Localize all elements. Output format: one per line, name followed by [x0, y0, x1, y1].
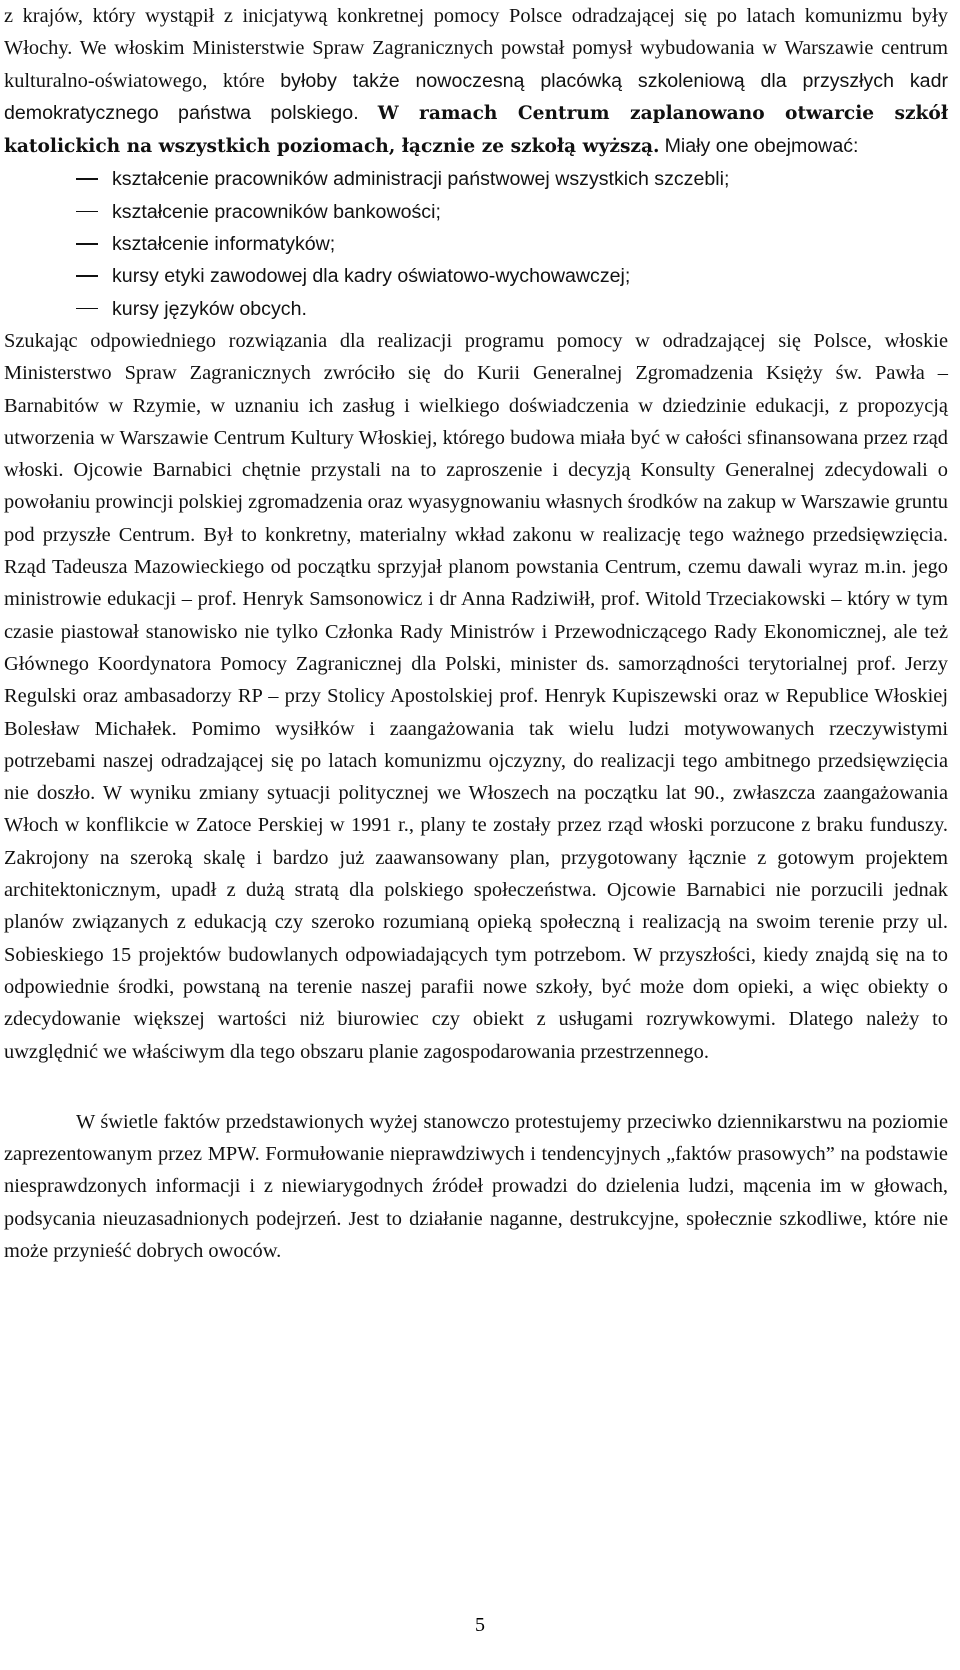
intro-bold-text: W ramach Centrum zaplanowano otwarcie szkół katolickich na wszystkich poziomach, łącznie ze szkołą wyższą.: [4, 102, 948, 158]
list-item-text: kształcenie informatyków;: [112, 233, 336, 256]
list-item: [4, 228, 948, 260]
dash-bullet-icon: [76, 275, 98, 277]
list-item: [4, 163, 948, 195]
paragraph-history: Szukając odpowiedniego rozwiązania dla realizacji programu pomocy w odradzającej się Polsce, włoskie Ministerstwo Spraw Zagranicznych zwróciło się do Kurii Generalnej Zgromadzenia Księży św. Pawła – Barnabitów w Rzymie, w uznaniu ich zasług i wielkiego doświadczenia w dziedzinie edukacji, z propozycją utworzenia w Warszawie Centrum Kultury Włoskiej, którego budowa miała być w całości sfinansowana przez rząd włoski. Ojcowie Barnabici chętnie przystali na to zaproszenie i decyzją Konsulty Generalnej zdecydowali o powołaniu prowincji polskiej zgromadzenia oraz wyasygnowaniu własnych środków na zakup w Warszawie gruntu pod przyszłe Centrum. Był to konkretny, materialny wkład zakonu w realizację tego ważnego przedsięwzięcia. Rząd Tadeusza Mazowieckiego od początku sprzyjał planom powstania Centrum, czemu dawali wyraz m.in. jego ministrowie edukacji – prof. Henryk Samsonowicz i dr Anna Radziwiłł, prof. Witold Trzeciakowski – który w tym czasie piastował stanowisko nie tylko Członka Rady Ministrów i Przewodniczącego Rady Ekonomicznej, ale też Głównego Koordynatora Pomocy Zagranicznej dla Polski, minister ds. samorządności terytorialnej prof. Jerzy Regulski oraz ambasadorzy RP – przy Stolicy Apostolskiej prof. Henryk Kupiszewski oraz w Republice Włoskiej Bolesław Michałek. Pomimo wysiłków i zaangażowania tak wielu ludzi motywowanych rzeczywistymi potrzebami naszej odradzającej się po latach komunizmu ojczyzny, do realizacji tego ambitnego przedsięwzięcia nie doszło. W wyniku zmiany sytuacji politycznej we Włoszech na początku lat 90., zwłaszcza zaangażowania Włoch w konflikcie w Zatoce Perskiej w 1991 r., plany te zostały przez rząd włoski porzucone z braku funduszy. Zakrojony na szeroką skalę i bardzo już zaawansowany plan, przygotowany łącznie z gotowym projektem architektonicznym, upadł z dużą stratą dla polskiego społeczeństwa. Ojcowie Barnabici nie porzucili jednak planów związanych z edukacją czy szeroko rozumianą opieką społeczną i realizacją na swoim terenie przy ul. Sobieskiego 15 projektów budowlanych odpowiadających tym potrzebom. W przyszłości, kiedy znajdą się na to odpowiednie środki, powstaną na terenie naszej parafii nowe szkoły, być może dom opieki, a więc obiekty o zdecydowanie większej wartości niż biurowiec czy obiekt z usługami rozrywkowymi. Dlatego należy to uwzględnić we właściwym dla tego obszaru planie zagospodarowania przestrzennego.: [4, 329, 948, 1063]
list-item-text: kształcenie pracowników bankowości;: [112, 200, 441, 223]
intro-text-part2: byłoby także nowoczesną placówką szkoleniową dla przyszłych kadr demokratycznego państwa polskiego.: [4, 69, 948, 124]
dash-bullet-icon: [76, 243, 98, 245]
paragraph-protest: W świetle faktów przedstawionych wyżej stanowczo protestujemy przeciwko dziennikarstwu na poziomie zaprezentowanym przez MPW. Formułowanie nieprawdziwych i tendencyjnych „faktów prasowych” na podstawie niesprawdzonych informacji i z niewiarygodnych źródeł prowadzi do dzielenia ludzi, mącenia im w głowach, podsycania nieuzasadnionych podejrzeń. Jest to działanie naganne, destrukcyjne, społecznie szkodliwe, które nie może przynieść dobrych owoców.: [4, 1110, 948, 1262]
dash-bullet-icon: [76, 178, 98, 180]
dash-bullet-icon: [76, 211, 98, 213]
page-number: 5: [475, 1614, 485, 1636]
intro-text-part1: z krajów, który wystąpił z inicjatywą konkretnej pomocy Polsce odradzającej się po latach komunizmu były Włochy. We włoskim Ministerstwie Spraw Zagranicznych powstał pomysł wybudowania w Warszawie centrum kulturalno-oświatowego, które: [4, 5, 948, 92]
dash-bullet-icon: [76, 308, 98, 310]
list-item-text: kursy etyki zawodowej dla kadry oświatowo-wychowawczej;: [112, 265, 631, 288]
list-item: [4, 260, 948, 292]
list-item: [4, 293, 948, 325]
list-item-text: kursy języków obcych.: [112, 297, 307, 320]
document-page: [4, 0, 948, 1267]
paragraph-intro: [4, 0, 948, 163]
education-list: [4, 163, 948, 324]
paragraph-gap: [4, 1068, 948, 1106]
list-item: [4, 196, 948, 228]
intro-text-part3: Miały one obejmować:: [664, 135, 859, 158]
list-item-text: kształcenie pracowników administracji państwowej wszystkich szczebli;: [112, 168, 730, 191]
